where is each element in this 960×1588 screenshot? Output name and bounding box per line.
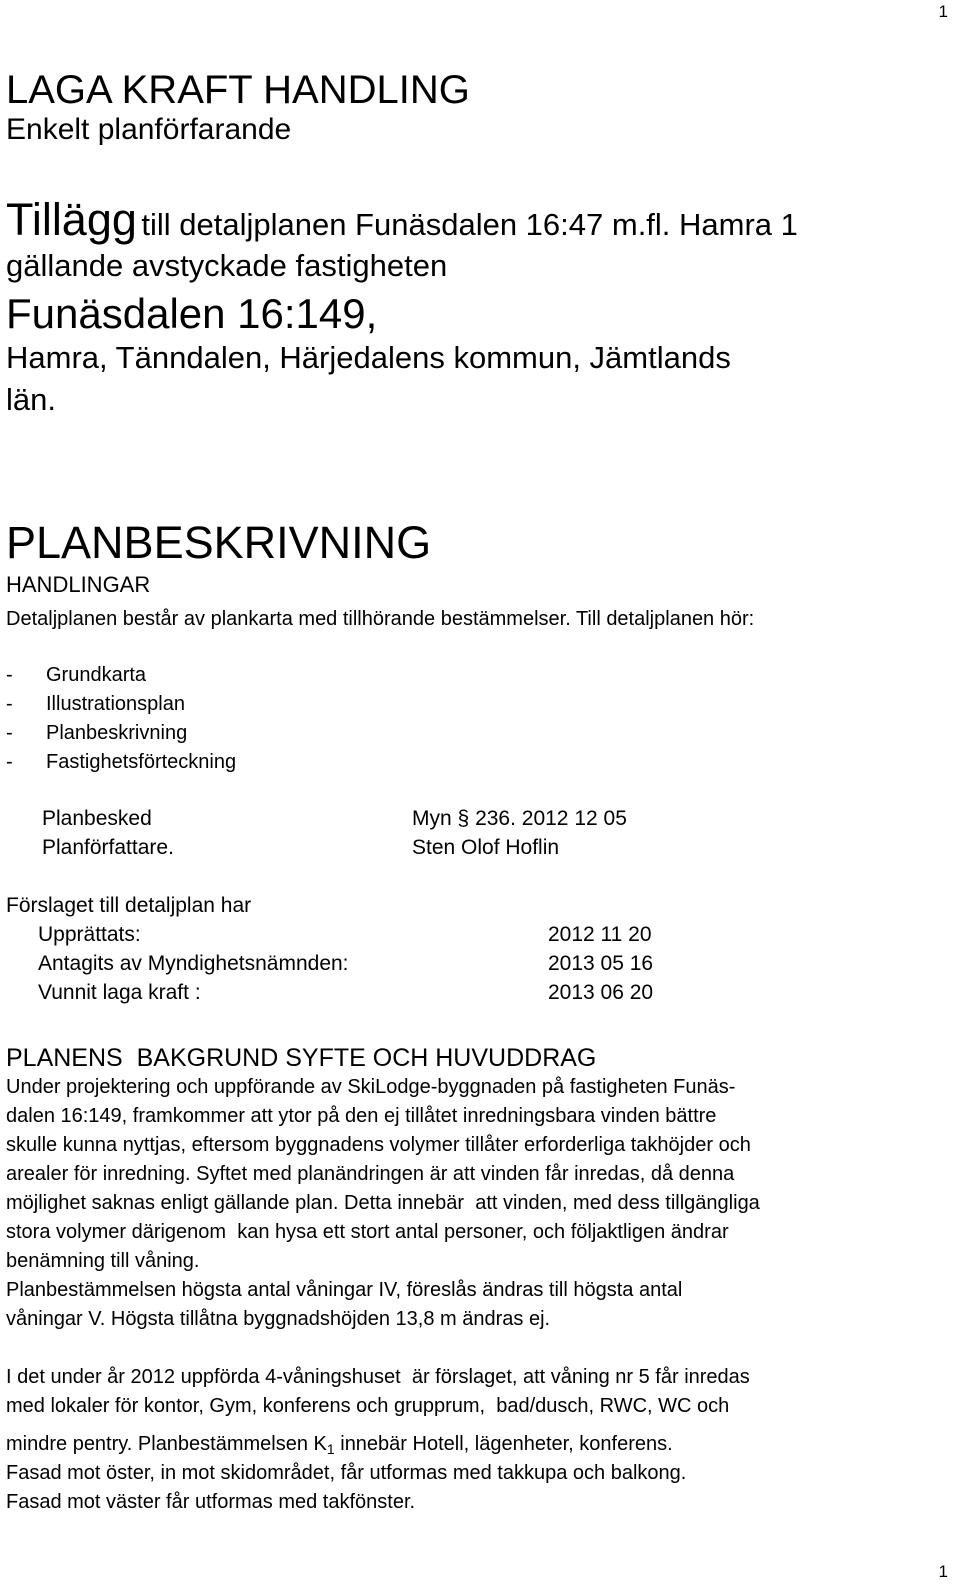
author-label: Planförfattare. — [42, 836, 174, 859]
handlingar-intro: Detaljplanen består av plankarta med tillhörande bestämmelser. Till detaljplanen hör: — [6, 608, 755, 630]
body-line: Fasad mot väster får utformas med takfönster. — [6, 1491, 416, 1513]
list-dash: - — [6, 722, 13, 744]
date-row-label: Vunnit laga kraft : — [38, 981, 201, 1004]
body-line: Under projektering och uppförande av SkiLodge-byggnaden på fastigheten Funäs- — [6, 1076, 736, 1098]
section-sign: § — [457, 807, 470, 830]
body-line: Fasad mot öster, in mot skidområdet, får utformas med takkupa och balkong. — [6, 1462, 687, 1484]
date-row-label: Antagits av Myndighetsnämnden: — [38, 952, 349, 975]
date-row-value: 2013 05 16 — [548, 952, 654, 975]
k1-before: mindre pentry. Planbestämmelsen K — [6, 1433, 327, 1455]
list-item-text: Planbeskrivning — [46, 722, 188, 744]
body-line: stora volymer därigenom kan hysa ett stort antal personer, och följaktligen ändrar — [6, 1221, 729, 1243]
page-number-top: 1 — [938, 2, 948, 21]
body-line: möjlighet saknas enligt gällande plan. Detta innebär att vinden, med dess tillgängliga — [6, 1192, 760, 1214]
list-item — [6, 720, 306, 746]
document-status-title: LAGA KRAFT HANDLING — [6, 68, 470, 112]
author-value: Sten Olof Hoflin — [412, 836, 560, 859]
page-number-bottom: 1 — [938, 1562, 948, 1581]
body-line: skulle kunna nyttjas, eftersom byggnadens volymer tillåter erforderliga takhöjder och — [6, 1134, 751, 1156]
body-line: I det under år 2012 uppförda 4-våningshuset är förslaget, att våning nr 5 får inredas — [6, 1366, 750, 1388]
body-line: benämning till våning. — [6, 1250, 200, 1272]
body-line: våningar V. Högsta tillåtna byggnadshöjden 13,8 m ändras ej. — [6, 1308, 551, 1330]
list-item-text: Grundkarta — [46, 664, 147, 686]
k1-subscript: 1 — [326, 1441, 335, 1457]
list-item-text: Illustrationsplan — [46, 693, 185, 715]
date-row-label: Upprättats: — [38, 923, 141, 946]
body-line: Planbestämmelsen högsta antal våningar IV, föreslås ändras till högsta antal — [6, 1279, 683, 1301]
planbesked-label: Planbesked — [42, 807, 152, 830]
date-row-value: 2012 11 20 — [548, 923, 652, 946]
location-line: Hamra, Tänndalen, Härjedalens kommun, Jämtlands — [6, 340, 731, 375]
list-dash: - — [6, 693, 13, 715]
supplement-rest: till detaljplanen Funäsdalen 16:47 m.fl. Hamra 1 — [141, 207, 798, 242]
list-item — [6, 749, 326, 775]
body-line: med lokaler för kontor, Gym, konferens och grupprum, bad/dusch, RWC, WC och — [6, 1395, 730, 1417]
planbesked-number-date: 236. 2012 12 05 — [475, 807, 627, 830]
list-dash: - — [6, 751, 13, 773]
supplement-word: Tillägg — [6, 194, 137, 245]
property-name: Funäsdalen 16:149, — [6, 290, 378, 337]
list-item — [6, 662, 306, 688]
list-dash: - — [6, 664, 13, 686]
heading-line-2: gällande avstyckade fastigheten — [6, 248, 448, 283]
section-heading: PLANENS BAKGRUND SYFTE OCH HUVUDDRAG — [6, 1044, 597, 1072]
procedure-subtitle: Enkelt planförfarande — [6, 113, 292, 146]
body-line: arealer för inredning. Syftet med planändringen är att vinden får inredas, då denna — [6, 1163, 735, 1185]
planbesked-prefix: Myn — [412, 807, 452, 830]
k1-after: innebär Hotell, lägenheter, konferens. — [334, 1433, 673, 1455]
date-row-value: 2013 06 20 — [548, 981, 654, 1004]
body-line: dalen 16:149, framkommer att ytor på den ej tillåtet inredningsbara vinden bättre — [6, 1105, 717, 1127]
handlingar-heading: HANDLINGAR — [6, 572, 151, 597]
planbeskrivning-title: PLANBESKRIVNING — [6, 517, 432, 568]
proposal-intro: Förslaget till detaljplan har — [6, 894, 252, 917]
planbesked-value — [412, 806, 627, 832]
list-item — [6, 691, 306, 717]
list-item-text: Fastighetsförteckning — [46, 751, 237, 773]
location-line-end: län. — [6, 382, 56, 417]
